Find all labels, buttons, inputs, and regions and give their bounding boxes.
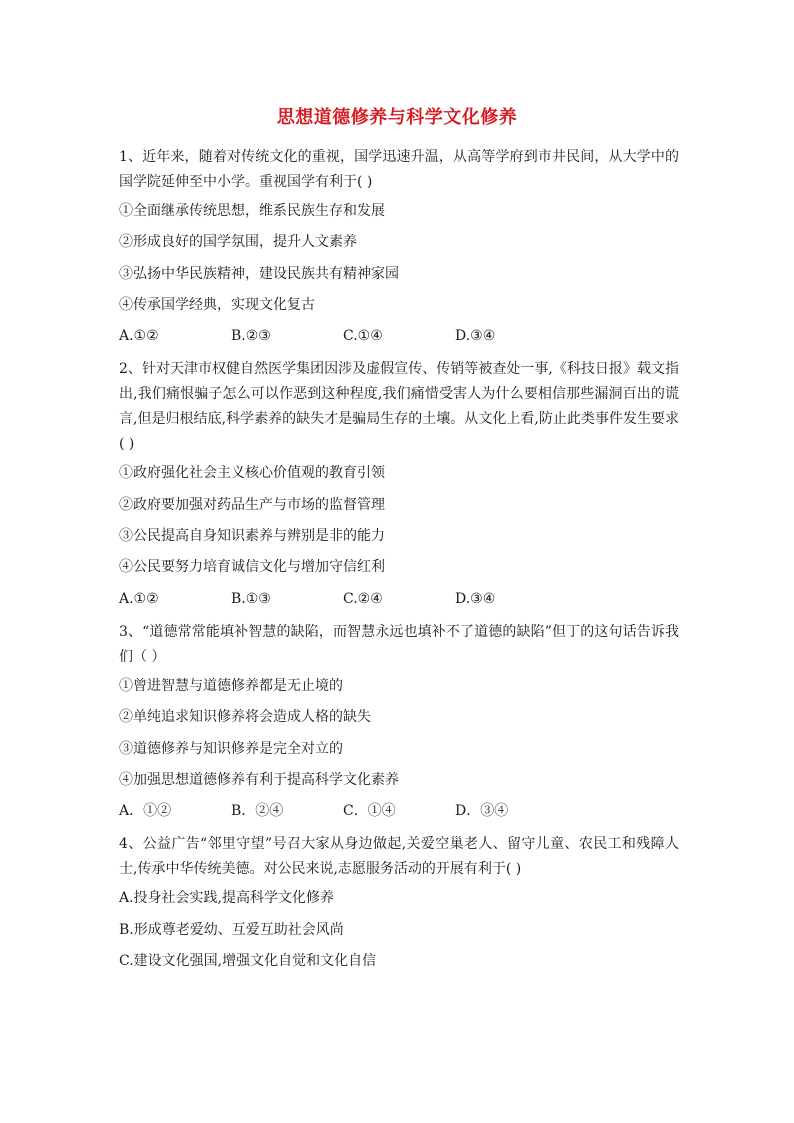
statement-item: ③道德修养与知识修养是完全对立的 bbox=[119, 740, 343, 757]
option-d: D.③④ bbox=[455, 590, 496, 607]
question-stem: 3、“道德常常能填补智慧的缺陷，而智慧永远也填补不了道德的缺陷”但丁的这句话告诉我们（ ） bbox=[119, 623, 679, 665]
statement-item: ④公民要努力培育诚信文化与增加守信红利 bbox=[119, 559, 385, 576]
statement-item: ②政府要加强对药品生产与市场的监督管理 bbox=[119, 496, 385, 513]
option-c: C.建设文化强国,增强文化自觉和文化自信 bbox=[119, 953, 377, 970]
statement-item: ④传承国学经典，实现文化复古 bbox=[119, 296, 315, 313]
answer-options bbox=[119, 589, 679, 620]
page-title: 思想道德修养与科学文化修养 bbox=[276, 107, 518, 128]
option-c: C.①④ bbox=[343, 328, 383, 345]
question-2 bbox=[119, 357, 679, 619]
option-b: B.形成尊老爱幼、互爱互助社会风尚 bbox=[119, 921, 344, 938]
statement-item: ②形成良好的国学氛围，提升人文素养 bbox=[119, 234, 357, 251]
option-d: D．③④ bbox=[455, 803, 509, 820]
statement-item: ①曾进智慧与道德修养都是无止境的 bbox=[119, 677, 343, 694]
option-b: B.②③ bbox=[231, 328, 271, 345]
option-a: A.①② bbox=[119, 328, 159, 345]
answer-options bbox=[119, 326, 679, 357]
question-3 bbox=[119, 620, 679, 832]
statement-item: ③弘扬中华民族精神，建设民族共有精神家园 bbox=[119, 265, 399, 282]
option-a: A.①② bbox=[119, 590, 159, 607]
question-stem: 4、公益广告“邻里守望”号召大家从身边做起,关爱空巢老人、留守儿童、农民工和残障人士,传承中华传统美德。对公民来说,志愿服务活动的开展有利于( ) bbox=[119, 836, 679, 878]
statement-item: ③公民提高自身知识素养与辨别是非的能力 bbox=[119, 528, 385, 545]
option-a: A．①② bbox=[119, 803, 172, 820]
statement-item: ①全面继承传统思想，维系民族生存和发展 bbox=[119, 203, 385, 219]
option-b: B．②④ bbox=[231, 803, 284, 820]
question-stem: 2、针对天津市权健自然医学集团因涉及虚假宣传、传销等被查处一事,《科技日报》载文指出,我们痛恨骗子怎么可以作恶到这种程度,我们痛惜受害人为什么要相信那些漏洞百出的谎言,但是归根结底,科学素养的缺失才是骗局生存的土壤。从文化上看,防止此类事件发生要求( ) bbox=[119, 361, 679, 453]
option-c: C.②④ bbox=[343, 590, 383, 607]
question-4 bbox=[119, 832, 679, 982]
option-c: C．①④ bbox=[343, 803, 396, 820]
question-1 bbox=[119, 145, 679, 357]
answer-options bbox=[119, 801, 679, 832]
option-a: A.投身社会实践,提高科学文化修养 bbox=[119, 890, 335, 907]
statement-item: ④加强思想道德修养有利于提高科学文化素养 bbox=[119, 771, 399, 788]
statement-item: ②单纯追求知识修养将会造成人格的缺失 bbox=[119, 709, 371, 726]
question-stem: 1、近年来，随着对传统文化的重视，国学迅速升温，从高等学府到市井民间，从大学中的国学院延伸至中小学。重视国学有利于( ) bbox=[119, 149, 679, 190]
option-d: D.③④ bbox=[455, 328, 496, 345]
option-b: B.①③ bbox=[231, 590, 271, 607]
question-list bbox=[119, 145, 679, 982]
statement-item: ①政府强化社会主义核心价值观的教育引领 bbox=[119, 465, 385, 482]
